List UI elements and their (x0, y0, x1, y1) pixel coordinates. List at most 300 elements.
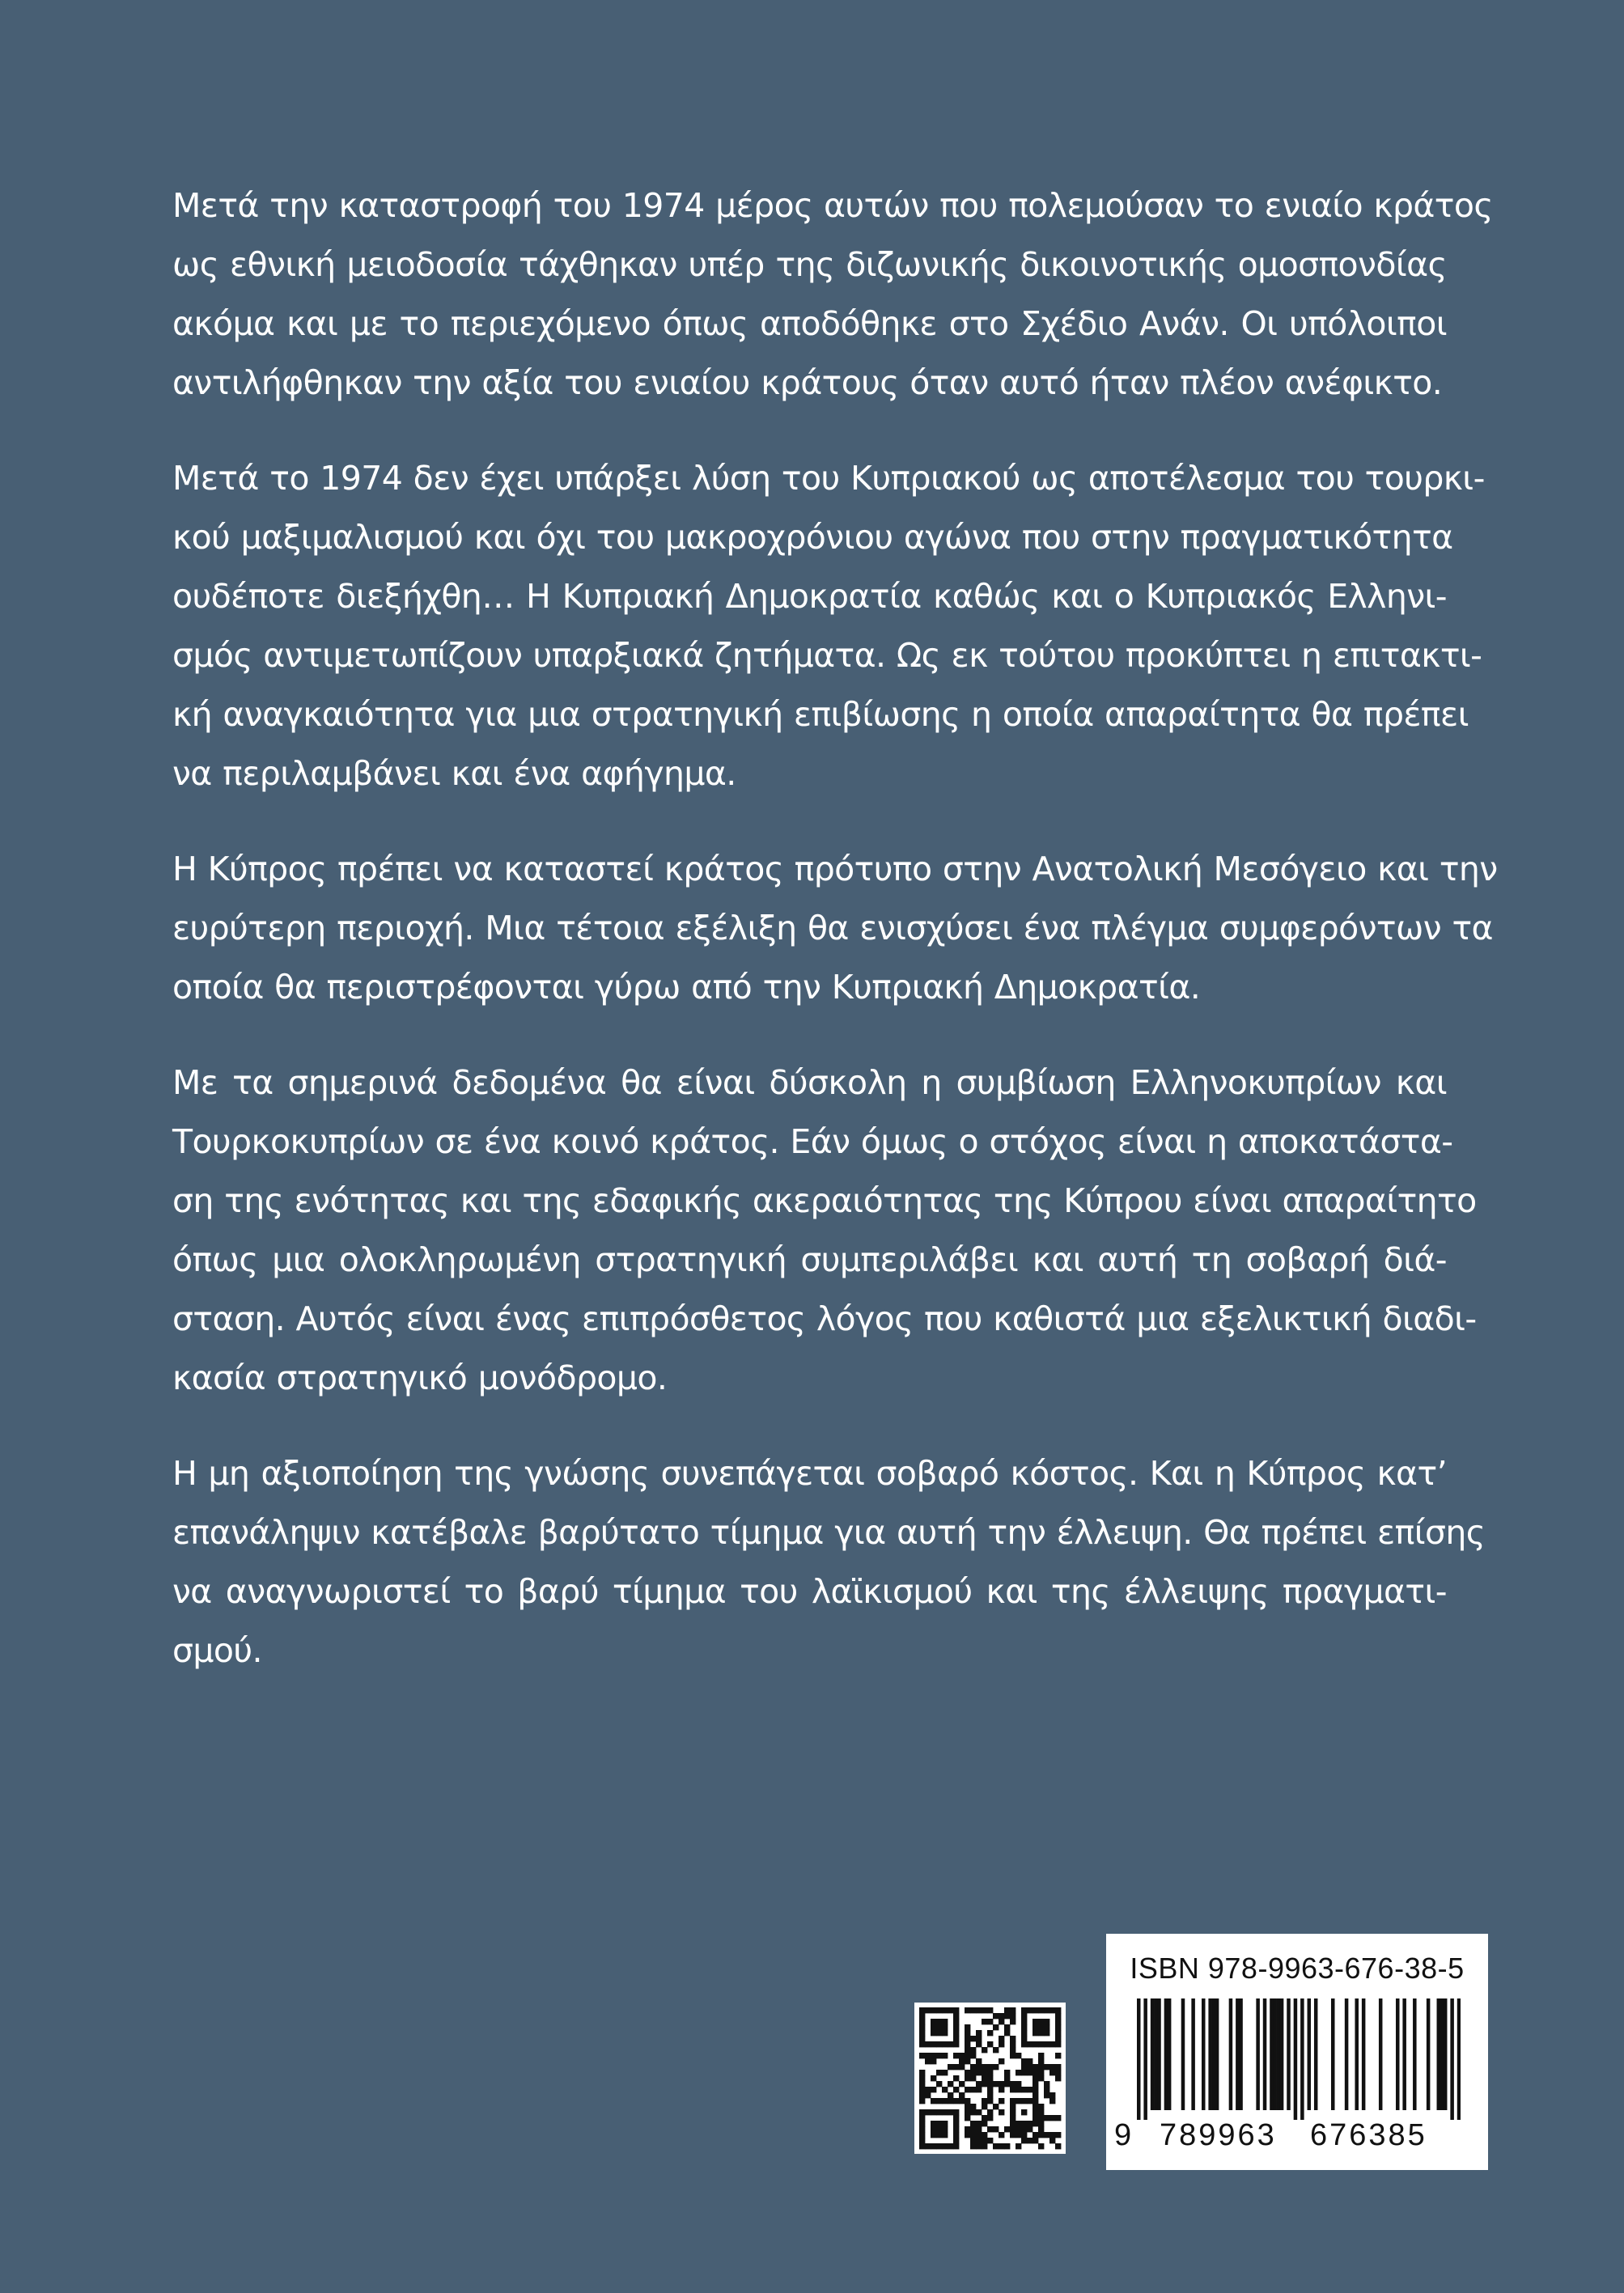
qr-module (936, 2019, 942, 2024)
qr-module (931, 2121, 936, 2126)
qr-module (1055, 2132, 1061, 2138)
qr-module (1044, 2092, 1049, 2098)
barcode-bar (1215, 1998, 1219, 2110)
qr-module (1055, 2041, 1061, 2047)
barcode-bar (1168, 1998, 1172, 2110)
qr-module (993, 2081, 999, 2087)
qr-module (982, 2132, 987, 2138)
qr-module (987, 2030, 993, 2036)
qr-module (942, 2087, 948, 2092)
paragraph-line: να περιλαμβάνει και ένα αφήγημα. (172, 754, 736, 793)
qr-module (959, 2081, 965, 2087)
qr-module (993, 2143, 999, 2149)
qr-module (953, 2019, 959, 2024)
qr-module (982, 2064, 987, 2070)
qr-module (982, 2138, 987, 2143)
qr-module (942, 2098, 948, 2104)
qr-module (999, 2036, 1004, 2041)
qr-module (1032, 2075, 1038, 2081)
qr-module (1021, 2036, 1027, 2041)
qr-module (970, 2064, 976, 2070)
qr-module (1044, 2024, 1049, 2030)
qr-module (953, 2064, 959, 2070)
qr-module (1055, 2053, 1061, 2058)
qr-module (1010, 2121, 1016, 2126)
qr-module (976, 2138, 982, 2143)
qr-module (1016, 2098, 1021, 2104)
qr-module (987, 2064, 993, 2070)
qr-module (925, 2087, 931, 2092)
qr-module (1055, 2036, 1061, 2041)
qr-module (936, 2041, 942, 2047)
qr-module (1032, 2121, 1038, 2126)
qr-module (970, 2053, 976, 2058)
qr-module (1032, 2109, 1038, 2115)
qr-module (982, 2007, 987, 2013)
qr-module (1010, 2041, 1016, 2047)
barcode-bar (1345, 1998, 1349, 2110)
qr-module (936, 2070, 942, 2075)
paragraph-line: ση της ενότητας και της εδαφικής ακεραιότητας της Κύπρου είναι απαραίτητο (172, 1181, 1477, 1220)
qr-module (1027, 2007, 1032, 2013)
qr-module (953, 2109, 959, 2115)
qr-module (1032, 2070, 1038, 2075)
qr-module (1021, 2087, 1027, 2092)
qr-module (1055, 2075, 1061, 2081)
paragraph-line: Η Κύπρος πρέπει να καταστεί κράτος πρότυπο στην Ανατολική Μεσόγειο και την (172, 850, 1498, 888)
qr-module (1038, 2132, 1044, 2138)
qr-module (1049, 2064, 1055, 2070)
qr-module (1044, 2087, 1049, 2092)
qr-module (925, 2143, 931, 2149)
qr-module (976, 2126, 982, 2132)
qr-module (976, 2132, 982, 2138)
qr-module (1010, 2019, 1016, 2024)
qr-module (1032, 2098, 1038, 2104)
qr-module (942, 2132, 948, 2138)
qr-module (1021, 2126, 1027, 2132)
barcode-bars (1137, 1998, 1461, 2120)
qr-code-icon (914, 2003, 1066, 2154)
qr-module (936, 2030, 942, 2036)
qr-module (965, 2109, 970, 2115)
qr-module (970, 2070, 976, 2075)
qr-module (931, 2098, 936, 2104)
qr-module (976, 2036, 982, 2041)
qr-module (1010, 2036, 1016, 2041)
qr-module (936, 2121, 942, 2126)
qr-module (931, 2126, 936, 2132)
paragraph-line: ουδέποτε διεξήχθη… Η Κυπριακή Δημοκρατία καθώς και ο Κυπριακός Ελληνι- (172, 577, 1447, 616)
qr-module (953, 2138, 959, 2143)
qr-module (965, 2075, 970, 2081)
qr-module (1016, 2121, 1021, 2126)
qr-module (965, 2030, 970, 2036)
qr-module (1027, 2064, 1032, 2070)
qr-module (942, 2053, 948, 2058)
qr-module (919, 2109, 925, 2115)
barcode-bar (1379, 1998, 1383, 2110)
qr-module (965, 2058, 970, 2064)
qr-module (1038, 2070, 1044, 2075)
qr-module (1055, 2030, 1061, 2036)
qr-module (1021, 2121, 1027, 2126)
qr-module (1044, 2041, 1049, 2047)
qr-module (953, 2098, 959, 2104)
qr-module (987, 2138, 993, 2143)
qr-module (999, 2019, 1004, 2024)
qr-module (1004, 2075, 1010, 2081)
qr-module (965, 2041, 970, 2047)
qr-module (1010, 2115, 1016, 2121)
qr-module (953, 2053, 959, 2058)
qr-module (1038, 2019, 1044, 2024)
qr-module (942, 2109, 948, 2115)
qr-module (1016, 2126, 1021, 2132)
qr-module (942, 2019, 948, 2024)
qr-module (959, 2098, 965, 2104)
barcode-bar (1181, 1998, 1185, 2110)
qr-module (1021, 2024, 1027, 2030)
qr-module (1027, 2098, 1032, 2104)
qr-module (931, 2087, 936, 2092)
qr-module (987, 2098, 993, 2104)
barcode-bar (1151, 1998, 1155, 2110)
qr-module (965, 2115, 970, 2121)
qr-module (965, 2098, 970, 2104)
qr-module (970, 2036, 976, 2041)
qr-module (1021, 2098, 1027, 2104)
qr-module (965, 2053, 970, 2058)
qr-module (1004, 2030, 1010, 2036)
barcode-bar (1137, 1998, 1141, 2120)
qr-module (936, 2081, 942, 2087)
qr-module (936, 2126, 942, 2132)
qr-module (942, 2007, 948, 2013)
qr-module (1010, 2081, 1016, 2087)
qr-module (976, 2058, 982, 2064)
qr-module (919, 2087, 925, 2092)
qr-module (919, 2036, 925, 2041)
qr-module (1038, 2143, 1044, 2149)
qr-module (936, 2143, 942, 2149)
qr-module (987, 2041, 993, 2047)
qr-module (925, 2041, 931, 2047)
qr-module (1032, 2104, 1038, 2109)
qr-module (976, 2121, 982, 2126)
paragraph-line: οποία θα περιστρέφονται γύρω από την Κυπριακή Δημοκρατία. (172, 968, 1201, 1007)
qr-module (965, 2007, 970, 2013)
paragraph-line: ως εθνική μειοδοσία τάχθηκαν υπέρ της διζωνικής δικοινοτικής ομοσπονδίας (172, 245, 1447, 284)
qr-module (1027, 2041, 1032, 2047)
paragraph-line: σμός αντιμετωπίζουν υπαρξιακά ζητήματα. Ως εκ τούτου προκύπτει η επιτακτι- (172, 636, 1482, 675)
qr-module (965, 2087, 970, 2092)
barcode-bar (1440, 1998, 1444, 2110)
paragraph-line: όπως μια ολοκληρωμένη στρατηγική συμπεριλάβει και αυτή τη σοβαρή διά- (172, 1240, 1447, 1279)
paragraph-4 (172, 1053, 1477, 1408)
qr-module (982, 2047, 987, 2053)
qr-module (931, 2024, 936, 2030)
qr-module (965, 2036, 970, 2041)
qr-module (953, 2143, 959, 2149)
qr-module (982, 2115, 987, 2121)
qr-module (993, 2047, 999, 2053)
qr-module (953, 2075, 959, 2081)
qr-module (1044, 2019, 1049, 2024)
qr-module (976, 2007, 982, 2013)
barcode-bar (1212, 1998, 1216, 2110)
qr-module (942, 2121, 948, 2126)
qr-module (1032, 2138, 1038, 2143)
qr-module (1032, 2041, 1038, 2047)
qr-module (993, 2064, 999, 2070)
qr-module (942, 2126, 948, 2132)
qr-module (931, 2007, 936, 2013)
barcode-bar (1427, 1998, 1431, 2110)
qr-module (1038, 2007, 1044, 2013)
paragraph-line: ευρύτερη περιοχή. Μια τέτοια εξέλιξη θα ενισχύσει ένα πλέγμα συμφερόντων τα (172, 909, 1493, 947)
paragraph-line: Με τα σημερινά δεδομένα θα είναι δύσκολη η συμβίωση Ελληνοκυπρίων και (172, 1063, 1447, 1102)
qr-module (970, 2138, 976, 2143)
qr-module (982, 2143, 987, 2149)
qr-module (942, 2070, 948, 2075)
qr-module (1004, 2143, 1010, 2149)
barcode-bar (1239, 1998, 1243, 2110)
qr-module (976, 2070, 982, 2075)
qr-module (1038, 2109, 1044, 2115)
qr-module (982, 2019, 987, 2024)
qr-module (999, 2132, 1004, 2138)
qr-module (976, 2041, 982, 2047)
paragraph-5 (172, 1444, 1486, 1681)
qr-module (1010, 2013, 1016, 2019)
qr-module (1010, 2126, 1016, 2132)
qr-module (965, 2047, 970, 2053)
qr-module (1049, 2115, 1055, 2121)
barcode-bar (1314, 1998, 1318, 2110)
qr-module (965, 2132, 970, 2138)
qr-module (936, 2109, 942, 2115)
qr-module (987, 2070, 993, 2075)
qr-module (919, 2053, 925, 2058)
qr-module (987, 2007, 993, 2013)
qr-module (1016, 2070, 1021, 2075)
qr-module (953, 2007, 959, 2013)
qr-module (1010, 2132, 1016, 2138)
qr-module (1049, 2138, 1055, 2143)
qr-module (1010, 2098, 1016, 2104)
qr-module (982, 2081, 987, 2087)
qr-code-graphic (914, 2003, 1066, 2154)
qr-module (965, 2126, 970, 2132)
qr-module (970, 2143, 976, 2149)
qr-module (942, 2143, 948, 2149)
qr-module (919, 2041, 925, 2047)
paragraph-line: κασία στρατηγικό μονόδρομο. (172, 1358, 668, 1397)
qr-module (919, 2007, 925, 2013)
qr-module (948, 2092, 953, 2098)
qr-module (1027, 2121, 1032, 2126)
paragraph-line: να αναγνωριστεί το βαρύ τίμημα του λαϊκισμού και της έλλειψης πραγματι- (172, 1572, 1447, 1611)
qr-module (942, 2041, 948, 2047)
qr-module (965, 2024, 970, 2030)
barcode-bar (1355, 1998, 1359, 2110)
qr-module (1027, 2126, 1032, 2132)
qr-module (1055, 2024, 1061, 2030)
qr-module (1016, 2087, 1021, 2092)
qr-module (919, 2121, 925, 2126)
qr-module (982, 2098, 987, 2104)
qr-module (1021, 2070, 1027, 2075)
qr-module (1016, 2081, 1021, 2087)
paragraph-line: κού μαξιμαλισμού και όχι του μακροχρόνιου αγώνα που στην πραγματικότητα (172, 518, 1453, 557)
qr-module (919, 2138, 925, 2143)
qr-module (931, 2019, 936, 2024)
qr-module (965, 2104, 970, 2109)
paragraph-line: Μετά την καταστροφή του 1974 μέρος αυτών που πολεμούσαν το ενιαίο κράτος (172, 186, 1493, 225)
qr-module (931, 2041, 936, 2047)
qr-module (1038, 2024, 1044, 2030)
qr-module (1032, 2064, 1038, 2070)
qr-module (1032, 2087, 1038, 2092)
qr-module (970, 2126, 976, 2132)
qr-module (919, 2092, 925, 2098)
qr-module (1016, 2053, 1021, 2058)
qr-module (999, 2013, 1004, 2019)
qr-module (936, 2132, 942, 2138)
qr-module (993, 2024, 999, 2030)
qr-module (1016, 2143, 1021, 2149)
qr-module (1055, 2007, 1061, 2013)
qr-module (919, 2019, 925, 2024)
qr-module (931, 2030, 936, 2036)
qr-module (982, 2070, 987, 2075)
qr-module (987, 2081, 993, 2087)
qr-module (993, 2013, 999, 2019)
qr-module (1044, 2007, 1049, 2013)
barcode-bar (1413, 1998, 1417, 2110)
paragraph-line: Τουρκοκυπρίων σε ένα κοινό κράτος. Εάν όμως ο στόχος είναι η αποκατάστα- (172, 1122, 1453, 1161)
qr-module (999, 2109, 1004, 2115)
barcode-bar (1191, 1998, 1195, 2110)
paragraph-3 (172, 840, 1498, 1017)
paragraph-2 (172, 449, 1485, 803)
qr-module (925, 2092, 931, 2098)
qr-module (1049, 2070, 1055, 2075)
qr-module (948, 2007, 953, 2013)
qr-module (959, 2053, 965, 2058)
qr-module (1021, 2041, 1027, 2047)
qr-module (953, 2087, 959, 2092)
qr-module (948, 2098, 953, 2104)
qr-module (942, 2024, 948, 2030)
isbn-label: ISBN 978-9963-676-38-5 (1130, 1952, 1465, 1985)
barcode-bar (1450, 1998, 1454, 2120)
qr-module (976, 2030, 982, 2036)
qr-module (987, 2075, 993, 2081)
qr-module (925, 2058, 931, 2064)
qr-module (1049, 2132, 1055, 2138)
qr-module (999, 2058, 1004, 2064)
qr-module (936, 2007, 942, 2013)
qr-module (999, 2081, 1004, 2087)
qr-module (948, 2064, 953, 2070)
qr-module (1021, 2007, 1027, 2013)
qr-module (1049, 2041, 1055, 2047)
barcode-bar (1362, 1998, 1366, 2110)
qr-module (953, 2036, 959, 2041)
qr-module (948, 2109, 953, 2115)
qr-module (1038, 2075, 1044, 2081)
qr-module (1010, 2104, 1016, 2109)
qr-module (999, 2087, 1004, 2092)
barcode-bar (1157, 1998, 1161, 2110)
barcode-digits-left: 789963 (1160, 2118, 1277, 2152)
qr-module (953, 2030, 959, 2036)
qr-module (1038, 2041, 1044, 2047)
paragraph-line: σμού. (172, 1631, 262, 1670)
qr-module (1010, 2109, 1016, 2115)
paragraph-line: σταση. Αυτός είναι ένας επιπρόσθετος λόγος που καθιστά μια εξελικτική διαδι- (172, 1299, 1477, 1338)
qr-module (936, 2098, 942, 2104)
qr-module (1038, 2053, 1044, 2058)
barcode-bar (1208, 1998, 1212, 2110)
qr-module (1049, 2098, 1055, 2104)
qr-module (953, 2132, 959, 2138)
qr-module (970, 2121, 976, 2126)
qr-module (1032, 2030, 1038, 2036)
barcode-bar (1277, 1998, 1281, 2110)
qr-module (987, 2087, 993, 2092)
qr-module (919, 2075, 925, 2081)
qr-module (999, 2143, 1004, 2149)
qr-module (993, 2104, 999, 2109)
qr-module (959, 2092, 965, 2098)
qr-module (919, 2126, 925, 2132)
qr-module (953, 2024, 959, 2030)
qr-module (970, 2132, 976, 2138)
barcode-bar (1256, 1998, 1260, 2110)
qr-module (987, 2126, 993, 2132)
qr-module (1038, 2058, 1044, 2064)
qr-module (919, 2013, 925, 2019)
barcode-digits (1106, 2118, 1488, 2159)
qr-module (1032, 2132, 1038, 2138)
qr-module (919, 2132, 925, 2138)
qr-module (1027, 2070, 1032, 2075)
qr-module (1027, 2087, 1032, 2092)
isbn-barcode (1106, 1934, 1488, 2170)
qr-module (1032, 2115, 1038, 2121)
qr-module (1055, 2070, 1061, 2075)
qr-module (970, 2007, 976, 2013)
barcode-bar (1294, 1998, 1298, 2120)
qr-module (1032, 2092, 1038, 2098)
qr-module (931, 2143, 936, 2149)
qr-module (1032, 2007, 1038, 2013)
paragraph-line: ακόμα και με το περιεχόμενο όπως αποδόθηκε στο Σχέδιο Ανάν. Οι υπόλοιποι (172, 304, 1447, 343)
qr-module (987, 2115, 993, 2121)
barcode-bar (1270, 1998, 1274, 2110)
barcode-bar (1202, 1998, 1206, 2110)
qr-module (1010, 2087, 1016, 2092)
qr-module (925, 2053, 931, 2058)
qr-module (1004, 2081, 1010, 2087)
qr-module (999, 2041, 1004, 2047)
qr-module (931, 2132, 936, 2138)
qr-module (931, 2053, 936, 2058)
qr-module (1055, 2064, 1061, 2070)
